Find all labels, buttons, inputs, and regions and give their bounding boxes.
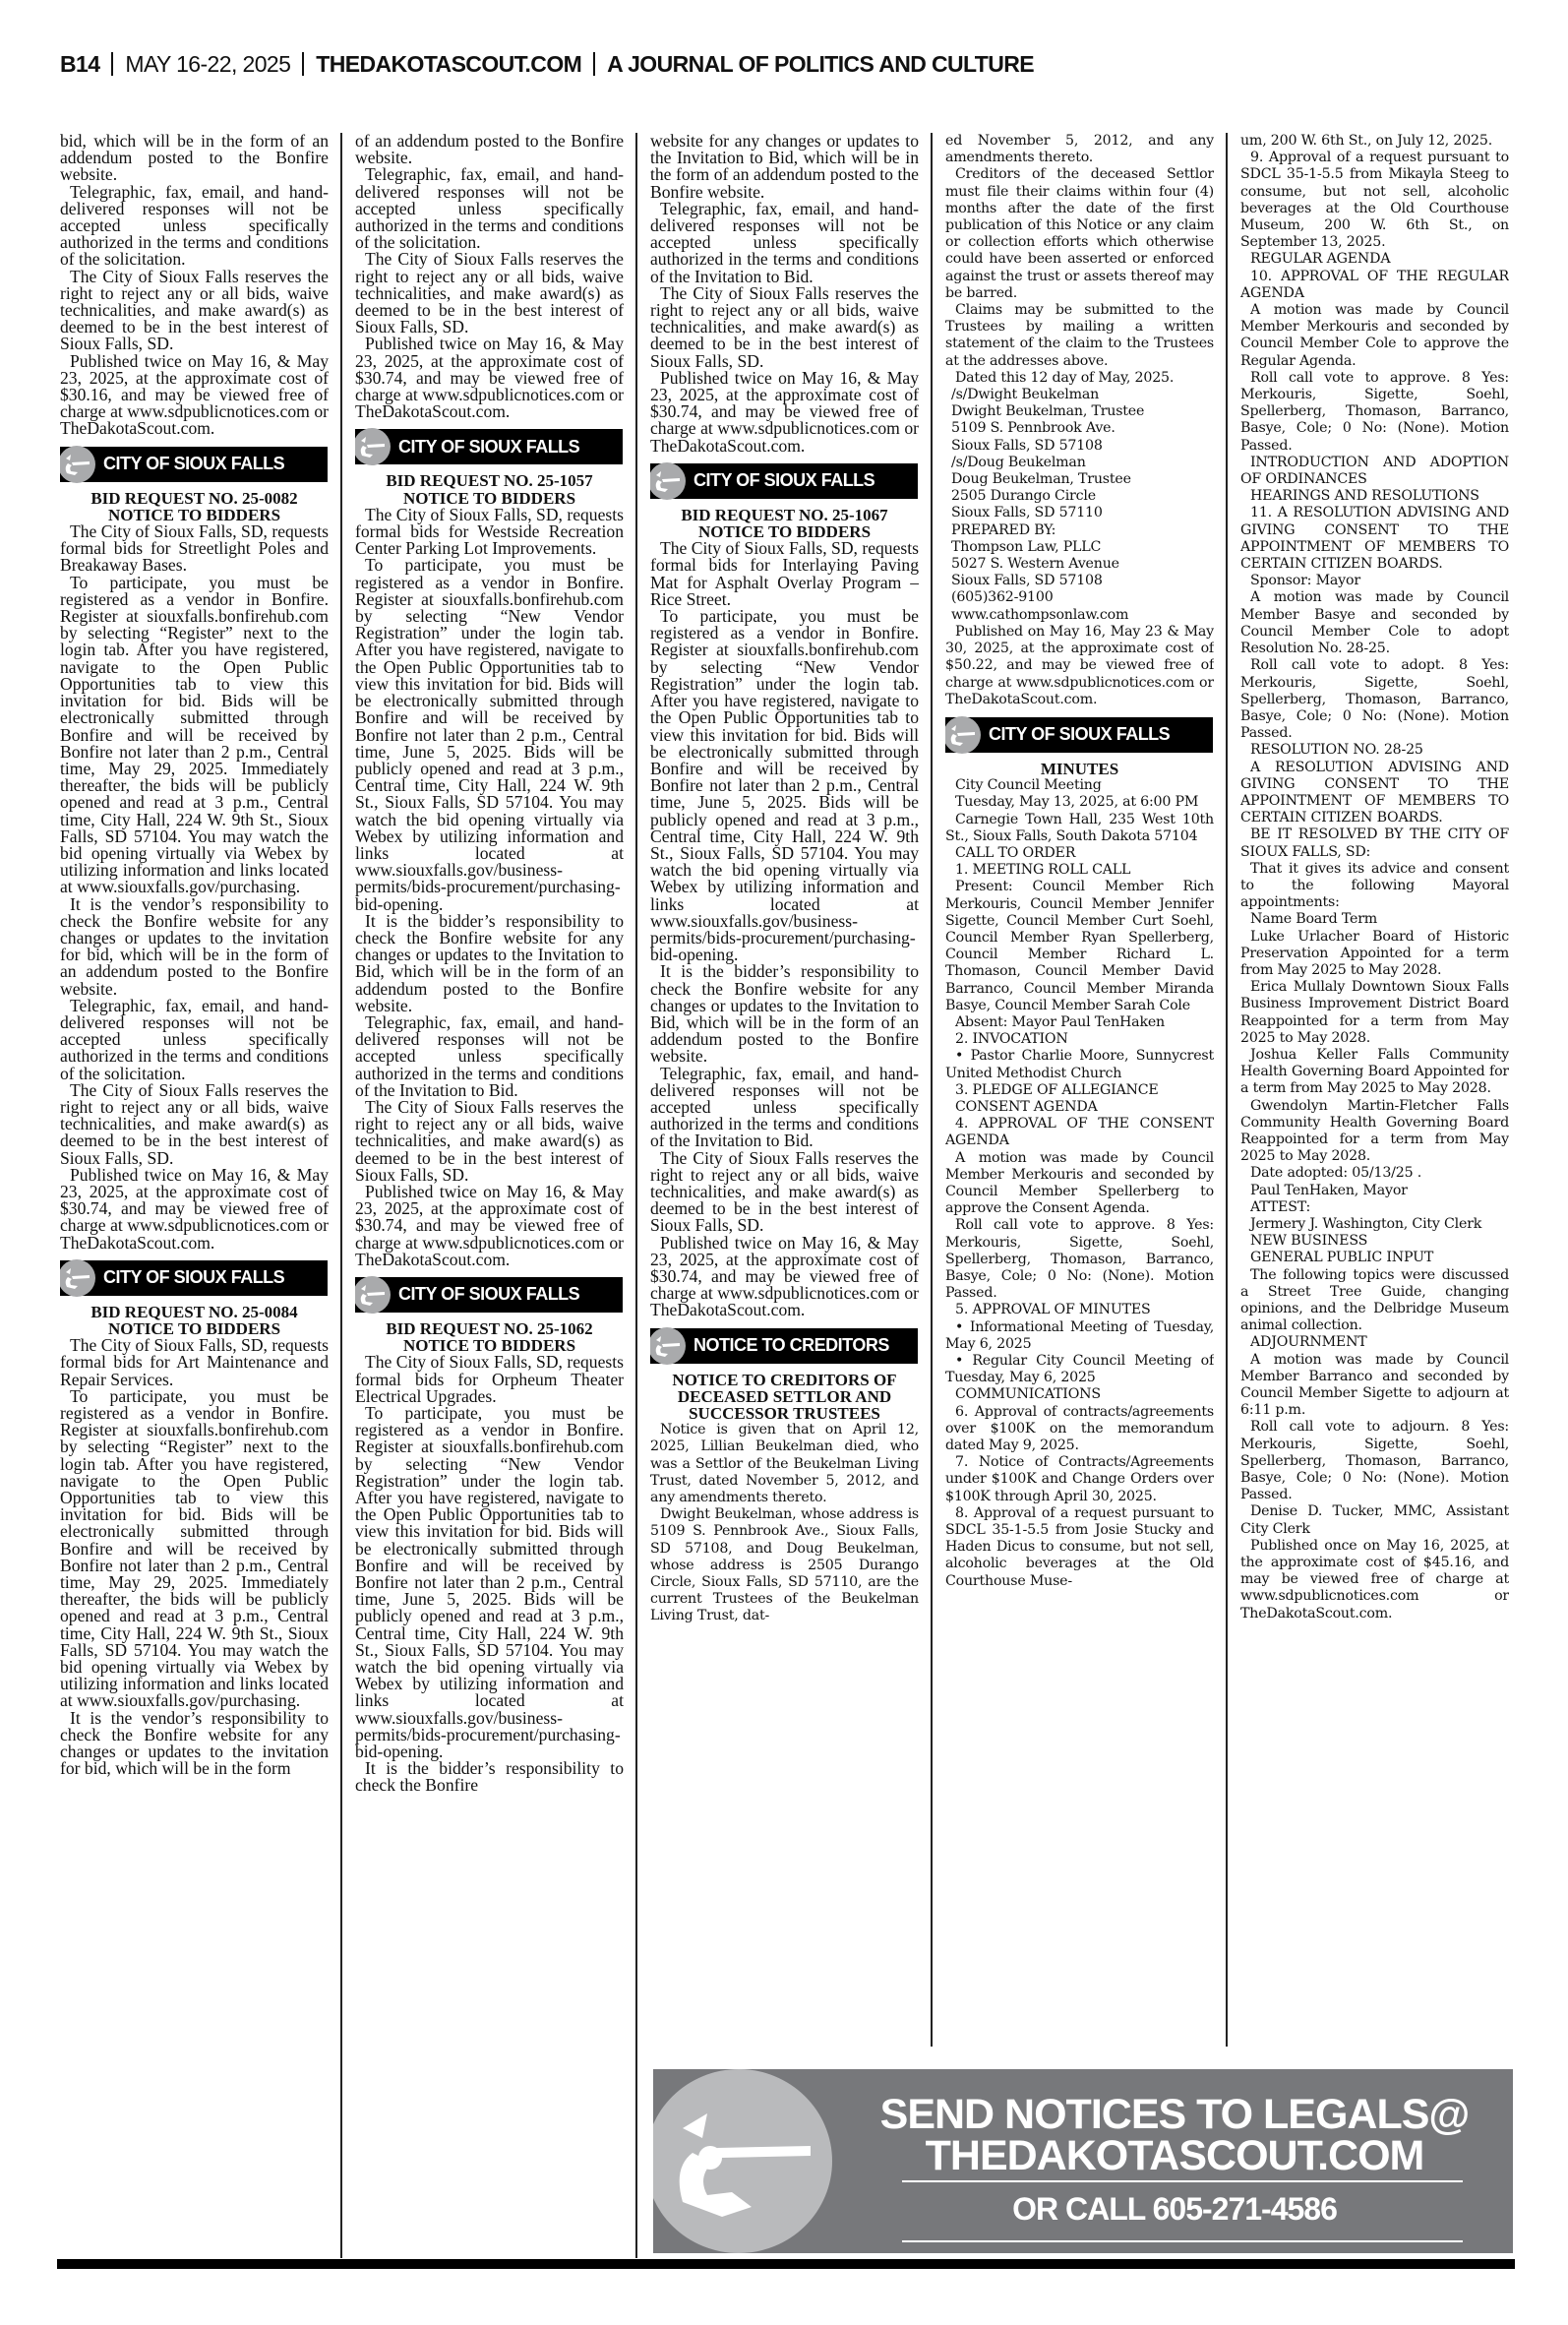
notice-paragraph: The City of Sioux Falls reserves the right to reject any or all bids, waive technicalities, and make award(s) as deemed to be in the best interest of Sioux Falls, SD. xyxy=(650,282,919,371)
notice-paragraph: website for any changes or updates to the Invitation to Bid, which will be in the form of an addendum posted to the Bonfire website. xyxy=(650,133,919,202)
notice-title: BID REQUEST NO. 25-0082 xyxy=(90,488,298,508)
notice-paragraph: The City of Sioux Falls reserves the right to reject any or all bids, waive technicalities, and make award(s) as deemed to be in the best interest of Sioux Falls, SD. xyxy=(60,266,329,354)
notice-paragraph: It is the bidder’s responsibility to check the Bonfire xyxy=(355,1758,624,1796)
notice-paragraph: ATTEST: xyxy=(1250,1198,1311,1215)
notice-paragraph: The City of Sioux Falls, SD, requests formal bids for Art Maintenance and Repair Services. xyxy=(60,1335,329,1389)
scout-logo-icon xyxy=(355,428,391,465)
scout-logo-icon xyxy=(945,716,981,754)
notice-paragraph: The City of Sioux Falls reserves the right to reject any or all bids, waive technicalities, and make award(s) as deemed to be in the best interest of Sioux Falls, SD. xyxy=(60,1079,329,1168)
notice-paragraph: RESOLUTION NO. 28-25 xyxy=(1250,742,1423,759)
notice-paragraph: It is the vendor’s responsibility to check the Bonfire website for any changes or updates to the invitation for bid, which will be in the form of an addendum posted to the Bonfire website. xyxy=(60,893,329,999)
section-header-bar xyxy=(650,1328,918,1364)
notice-title: BID REQUEST NO. 25-1062 xyxy=(386,1319,593,1338)
page-masthead xyxy=(60,51,1034,78)
column-divider xyxy=(931,133,933,2047)
notice-paragraph: Carnegie Town Hall, 235 West 10th St., Sioux Falls, South Dakota 57104 xyxy=(945,811,1214,844)
notice-paragraph: To participate, you must be registered as a vendor in Bonfire. Register at siouxfalls.bonfirehub.com by selecting “New Vendor Registration” under the login tab. After you have registered, navigate to the Open Public Opportunities tab to view this invitation for bid. Bids will be electronically submitted through Bonfire and will be received by Bonfire not later than 2 p.m., Central time, June 5, 2025. Bids will be publicly opened and read at 3 p.m., Central time, City Hall, 224 W. 9th St., Sioux Falls, SD 57104. You may watch the bid opening virtually via Webex by utilizing information and links located at www.siouxfalls.gov/business-permits/bids-procurement/purchasing-bid-opening. xyxy=(650,606,919,965)
notice-paragraph: of an addendum posted to the Bonfire website. xyxy=(355,133,624,168)
notice-paragraph: HEARINGS AND RESOLUTIONS xyxy=(1250,488,1479,505)
notice-title: NOTICE TO BIDDERS xyxy=(402,488,576,508)
notice-paragraph: Telegraphic, fax, email, and hand-delivered responses will not be accepted unless specifically authorized in the terms and conditions of the Invitation to Bid. xyxy=(650,198,919,286)
address-line: 5109 S. Pennbrook Ave. xyxy=(951,420,1116,437)
notice-paragraph: The City of Sioux Falls reserves the right to reject any or all bids, waive technicalities, and make award(s) as deemed to be in the best interest of Sioux Falls, SD. xyxy=(355,1096,624,1185)
notice-paragraph: The City of Sioux Falls reserves the right to reject any or all bids, waive technicalities, and make award(s) as deemed to be in the best interest of Sioux Falls, SD. xyxy=(355,249,624,337)
notice-title: NOTICE TO BIDDERS xyxy=(697,522,872,542)
column-4 xyxy=(945,133,1214,2047)
notice-paragraph: City Council Meeting xyxy=(955,777,1102,794)
divider xyxy=(302,52,304,76)
section-header-label: CITY OF SIOUX FALLS xyxy=(694,470,875,491)
section-header-bar xyxy=(355,1277,623,1313)
scout-logo xyxy=(653,2069,832,2253)
notice-paragraph: • Regular City Council Meeting of Tuesday, May 6, 2025 xyxy=(945,1353,1214,1386)
notice-paragraph: Published twice on May 16, & May 23, 2025, at the approximate cost of $30.74, and may be viewed free of charge at www.sdpublicnotices.com or TheDakotaScout.com. xyxy=(60,1164,329,1253)
notice-paragraph: Name Board Term xyxy=(1250,911,1378,928)
notice-paragraph: 8. Approval of a request pursuant to SDCL 35-1-5.5 from Josie Stucky and Haden Dicus to consume, but not sell, alcoholic beverages at the Old Courthouse Muse- xyxy=(945,1504,1214,1589)
address-line: Dwight Beukelman, Trustee xyxy=(951,403,1145,420)
notice-paragraph: 9. Approval of a request pursuant to SDCL 35-1-5.5 from Mikayla Steeg to consume, but not sell, alcoholic beverages at the Old Courthouse Museum, 200 W. 6th St., on September 13, 2025. xyxy=(1240,150,1509,251)
notice-paragraph: • Pastor Charlie Moore, Sunnycrest United Methodist Church xyxy=(945,1048,1214,1081)
notice-paragraph: Telegraphic, fax, email, and hand-delivered responses will not be accepted unless specifically authorized in the terms and conditions of the solicitation. xyxy=(60,181,329,270)
address-line: Sioux Falls, SD 57108 xyxy=(951,573,1103,589)
notice-paragraph: um, 200 W. 6th St., on July 12, 2025. xyxy=(1240,133,1493,149)
notice-paragraph: The City of Sioux Falls, SD, requests formal bids for Interlaying Paving Mat for Asphalt Overlay Program – Rice Street. xyxy=(650,538,919,609)
notice-paragraph: Published on May 16, May 23 & May 30, 2025, at the approximate cost of $50.22, and may be viewed free of charge at www.sdpublicnotices.com or TheDakotaScout.com. xyxy=(945,623,1214,707)
notice-paragraph: The City of Sioux Falls, SD, requests formal bids for Orpheum Theater Electrical Upgrades. xyxy=(355,1352,624,1406)
notice-paragraph: NEW BUSINESS xyxy=(1250,1233,1368,1250)
notice-paragraph: The following topics were discussed a Street Tree Guide, changing opinions, and the Delbridge Museum animal collection. xyxy=(1240,1266,1509,1334)
section-header-bar xyxy=(355,429,623,464)
notice-paragraph: To participate, you must be registered as a vendor in Bonfire. Register at siouxfalls.bonfirehub.com by selecting “New Vendor Registration” under the login tab. After you have registered, navigate to the Open Public Opportunities tab to view this invitation for bid. Bids will be electronically submitted through Bonfire and will be received by Bonfire not later than 2 p.m., Central time, June 5, 2025. Bids will be publicly opened and read at 3 p.m., Central time, City Hall, 224 W. 9th St., Sioux Falls, SD 57104. You may watch the bid opening virtually via Webex by utilizing information and links located at www.siouxfalls.gov/business-permits/bids-procurement/purchasing-bid-opening. xyxy=(355,555,624,914)
scout-logo-icon xyxy=(650,462,686,500)
page-number: B14 xyxy=(60,51,100,77)
notice-title: BID REQUEST NO. 25-1067 xyxy=(681,505,888,524)
notice-paragraph: Absent: Mayor Paul TenHaken xyxy=(955,1013,1165,1030)
notice-paragraph: It is the bidder’s responsibility to check the Bonfire website for any changes or updates to the Invitation to Bid, which will be in the form of an addendum posted to the Bonfire website. xyxy=(355,910,624,1015)
notice-paragraph: REGULAR AGENDA xyxy=(1250,251,1391,268)
notice-paragraph: 2. INVOCATION xyxy=(955,1031,1068,1048)
column-2 xyxy=(355,133,624,2256)
notice-title: BID REQUEST NO. 25-0084 xyxy=(90,1302,298,1321)
banner-rule xyxy=(902,2240,1463,2242)
section-header-bar xyxy=(650,463,918,499)
scout-logo-icon xyxy=(355,1276,391,1314)
notice-paragraph: The City of Sioux Falls, SD, requests formal bids for Streetlight Poles and Breakaway Bases. xyxy=(60,521,329,576)
scout-logo-icon xyxy=(60,446,95,483)
notice-paragraph: A RESOLUTION ADVISING AND GIVING CONSENT TO THE APPOINTMENT OF MEMBERS TO CERTAIN CITIZEN BOARDS. xyxy=(1240,759,1509,826)
address-line: 2505 Durango Circle xyxy=(951,488,1096,505)
address-line: /s/Dwight Beukelman xyxy=(951,387,1100,403)
section-header-bar xyxy=(60,1260,328,1296)
notice-paragraph: Erica Mullaly Downtown Sioux Falls Business Improvement District Board Reappointed for a term from May 2025 to May 2028. xyxy=(1240,979,1509,1046)
address-line: (605)362-9100 xyxy=(951,589,1054,606)
notice-paragraph: A motion was made by Council Member Merkouris and seconded by Council Member Cole to approve the Regular Agenda. xyxy=(1240,302,1509,369)
notice-paragraph: Joshua Keller Falls Community Health Governing Board Appointed for a term from May 2025 to May 2028. xyxy=(1240,1046,1509,1097)
column-divider xyxy=(635,133,637,2258)
notice-paragraph: 4. APPROVAL OF THE CONSENT AGENDA xyxy=(945,1116,1214,1149)
section-header-label: CITY OF SIOUX FALLS xyxy=(989,724,1171,745)
address-line: PREPARED BY: xyxy=(951,521,1056,538)
notice-paragraph: Dated this 12 day of May, 2025. xyxy=(955,369,1175,386)
notice-paragraph: COMMUNICATIONS xyxy=(955,1386,1101,1403)
address-line: /s/Doug Beukelman xyxy=(951,454,1086,470)
notice-paragraph: The City of Sioux Falls reserves the right to reject any or all bids, waive technicalities, and make award(s) as deemed to be in the best interest of Sioux Falls, SD. xyxy=(650,1147,919,1236)
notice-paragraph: 11. A RESOLUTION ADVISING AND GIVING CONSENT TO THE APPOINTMENT OF MEMBERS TO CERTAIN CITIZEN BOARDS. xyxy=(1240,505,1509,573)
notice-paragraph: 5. APPROVAL OF MINUTES xyxy=(955,1302,1151,1318)
notice-title: NOTICE TO CREDITORS OF DECEASED SETTLOR AND SUCCESSOR TRUSTEES xyxy=(672,1370,897,1424)
banner-rule xyxy=(902,2180,1463,2182)
notice-paragraph: Telegraphic, fax, email, and hand-delivered responses will not be accepted unless specifically authorized in the terms and conditions of the solicitation. xyxy=(355,164,624,253)
scout-figure-icon xyxy=(663,2109,830,2227)
issue-date: MAY 16-22, 2025 xyxy=(125,51,291,77)
notice-title: NOTICE TO BIDDERS xyxy=(107,1319,281,1338)
scout-logo-icon xyxy=(650,1327,686,1365)
notice-paragraph: It is the bidder’s responsibility to check the Bonfire website for any changes or updates to the Invitation to Bid, which will be in the form of an addendum posted to the Bonfire website. xyxy=(650,961,919,1067)
notice-title: NOTICE TO BIDDERS xyxy=(402,1336,576,1356)
notice-paragraph: Tuesday, May 13, 2025, at 6:00 PM xyxy=(955,794,1199,811)
notice-paragraph: To participate, you must be registered as a vendor in Bonfire. Register at siouxfalls.bonfirehub.com by selecting “Register” next to the login tab. After you have registered, navigate to the Open Public Opportunities tab to view this invitation for bid. Bids will be electronically submitted through Bonfire and will be received by Bonfire not later than 2 p.m., Central time, May 29, 2025. Immediately thereafter, the bids will be publicly opened and read at 3 p.m., Central time, City Hall, 224 W. 9th St., Sioux Falls, SD 57104. You may watch the bid opening virtually via Webex by utilizing information and links located at www.siouxfalls.gov/purchasing. xyxy=(60,1385,329,1711)
banner-line-1: SEND NOTICES TO LEGALS@ xyxy=(879,2091,1470,2138)
tagline: A JOURNAL OF POLITICS AND CULTURE xyxy=(607,51,1034,77)
notice-paragraph: Telegraphic, fax, email, and hand-delivered responses will not be accepted unless specifically authorized in the terms and conditions of the Invitation to Bid. xyxy=(650,1063,919,1151)
notice-paragraph: Dwight Beukelman, whose address is 5109 S. Pennbrook Ave., Sioux Falls, SD 57108, and Doug Beukelman, whose address is 2505 Durango Circle, Sioux Falls, SD 57110, are the current Trustees of the Beukelman Living Trust, dat- xyxy=(650,1506,919,1624)
notice-paragraph: That it gives its advice and consent to the following Mayoral appointments: xyxy=(1240,860,1509,911)
notice-paragraph: Telegraphic, fax, email, and hand-delivered responses will not be accepted unless specifically authorized in the terms and conditions of the solicitation. xyxy=(60,995,329,1083)
notice-paragraph: A motion was made by Council Member Merkouris and seconded by Council Member Spellerberg to approve the Consent Agenda. xyxy=(945,1149,1214,1217)
notice-title: NOTICE TO BIDDERS xyxy=(107,505,281,524)
banner-phone: OR CALL 605-271-4586 xyxy=(1012,2191,1337,2227)
column-divider xyxy=(340,133,342,2258)
site-name: THEDAKOTASCOUT.COM xyxy=(316,51,582,77)
address-line: 5027 S. Western Avenue xyxy=(951,556,1119,573)
notice-paragraph: 7. Notice of Contracts/Agreements under $100K and Change Orders over $100K through April 30, 2025. xyxy=(945,1454,1214,1504)
address-line: www.cathompsonlaw.com xyxy=(951,606,1129,623)
notice-paragraph: To participate, you must be registered as a vendor in Bonfire. Register at siouxfalls.bonfirehub.com by selecting “Register” next to the login tab. After you have registered, navigate to the Open Public Opportunities tab to view this invitation for bid. Bids will be electronically submitted through Bonfire and will be received by Bonfire not later than 2 p.m., Central time, May 29, 2025. Immediately thereafter, the bids will be publicly opened and read at 3 p.m., Central time, City Hall, 224 W. 9th St., Sioux Falls, SD 57104. You may watch the bid opening virtually via Webex by utilizing information and links located at www.siouxfalls.gov/purchasing. xyxy=(60,572,329,897)
address-line: Sioux Falls, SD 57108 xyxy=(951,437,1103,454)
notice-paragraph: Paul TenHaken, Mayor xyxy=(1250,1182,1408,1198)
section-header-label: CITY OF SIOUX FALLS xyxy=(103,454,285,474)
section-header-label: CITY OF SIOUX FALLS xyxy=(398,436,580,457)
notice-paragraph: Published twice on May 16, & May 23, 2025, at the approximate cost of $30.74, and may be viewed free of charge at www.sdpublicnotices.com or TheDakotaScout.com. xyxy=(650,367,919,456)
notice-paragraph: Published twice on May 16, & May 23, 2025, at the approximate cost of $30.74, and may be viewed free of charge at www.sdpublicnotices.com or TheDakotaScout.com. xyxy=(355,334,624,422)
notice-paragraph: Roll call vote to adjourn. 8 Yes: Merkouris, Sigette, Soehl, Spellerberg, Thomason, Barranco, Basye, Cole; 0 No: (None). Motion Passed. xyxy=(1240,1419,1509,1503)
column-1 xyxy=(60,133,329,2256)
notice-paragraph: INTRODUCTION AND ADOPTION OF ORDINANCES xyxy=(1240,454,1509,488)
notice-paragraph: 6. Approval of contracts/agreements over $100K on the memorandum dated May 9, 2025. xyxy=(945,1403,1214,1454)
scout-logo-icon xyxy=(60,1259,95,1297)
notice-paragraph: 1. MEETING ROLL CALL xyxy=(955,862,1131,879)
notice-paragraph: BE IT RESOLVED BY THE CITY OF SIOUX FALLS, SD: xyxy=(1240,826,1509,860)
notice-paragraph: Present: Council Member Rich Merkouris, Council Member Jennifer Sigette, Council Member Curt Soehl, Council Member Ryan Spellerberg, Council Member Richard L. Thomason, Council Member David Barranco, Council Member Miranda Basye, Council Member Sarah Cole xyxy=(945,879,1214,1013)
banner-line-2: THEDAKOTASCOUT.COM xyxy=(925,2132,1424,2179)
notice-paragraph: CALL TO ORDER xyxy=(955,844,1076,861)
section-header-label: NOTICE TO CREDITORS xyxy=(694,1335,889,1355)
notice-paragraph: Roll call vote to adopt. 8 Yes: Merkouris, Sigette, Soehl, Spellerberg, Thomason, Barranco, Basye, Cole; 0 No: (None). Motion Passed. xyxy=(1240,657,1509,742)
notice-paragraph: To participate, you must be registered as a vendor in Bonfire. Register at siouxfalls.bonfirehub.com by selecting “New Vendor Registration” under the login tab. After you have registered, navigate to the Open Public Opportunities tab to view this invitation for bid. Bids will be electronically submitted through Bonfire and will be received by Bonfire not later than 2 p.m., Central time, June 5, 2025. Bids will be publicly opened and read at 3 p.m., Central time, City Hall, 224 W. 9th St., Sioux Falls, SD 57104. You may watch the bid opening virtually via Webex by utilizing information and links located at www.siouxfalls.gov/business-permits/bids-procurement/purchasing-bid-opening. xyxy=(355,1403,624,1762)
notice-paragraph: ed November 5, 2012, and any amendments thereto. xyxy=(945,133,1214,166)
notice-paragraph: Roll call vote to approve. 8 Yes: Merkouris, Sigette, Soehl, Spellerberg, Thomason, Barranco, Basye, Cole; 0 No: (None). Motion Passed. xyxy=(1240,369,1509,454)
notice-paragraph: It is the vendor’s responsibility to check the Bonfire website for any changes or updates to the invitation for bid, which will be in the form xyxy=(60,1707,329,1779)
divider xyxy=(111,52,113,76)
column-5 xyxy=(1240,133,1509,2047)
notice-paragraph: Gwendolyn Martin-Fletcher Falls Community Health Governing Board Reappointed for a term from May 2025 to May 2028. xyxy=(1240,1097,1509,1165)
address-line: Thompson Law, PLLC xyxy=(951,538,1102,555)
notice-paragraph: Creditors of the deceased Settlor must file their claims within four (4) months after the date of the first publication of this Notice or any claim or collection efforts which otherwise could have been asserted or enforced against the trust or assets thereof may be barred. xyxy=(945,166,1214,301)
notice-paragraph: Sponsor: Mayor xyxy=(1250,573,1360,589)
notice-paragraph: Published once on May 16, 2025, at the approximate cost of $45.16, and may be viewed free of charge at www.sdpublicnotices.com or TheDakotaScout.com. xyxy=(1240,1537,1509,1621)
notice-paragraph: ADJOURNMENT xyxy=(1250,1334,1367,1351)
notice-paragraph: GENERAL PUBLIC INPUT xyxy=(1250,1250,1434,1266)
notice-paragraph: Luke Urlacher Board of Historic Preservation Appointed for a term from May 2025 to May 2028. xyxy=(1240,928,1509,978)
send-notices-banner xyxy=(653,2069,1513,2253)
address-line: Doug Beukelman, Trustee xyxy=(951,471,1131,488)
notice-paragraph: Claims may be submitted to the Trustees by mailing a written statement of the claim to the Trustees at the addresses above. xyxy=(945,302,1214,369)
notice-paragraph: Telegraphic, fax, email, and hand-delivered responses will not be accepted unless specifically authorized in the terms and conditions of the Invitation to Bid. xyxy=(355,1011,624,1100)
notice-paragraph: Published twice on May 16, & May 23, 2025, at the approximate cost of $30.16, and may be viewed free of charge at www.sdpublicnotices.com or TheDakotaScout.com. xyxy=(60,350,329,439)
notice-title: MINUTES xyxy=(1040,759,1119,778)
column-3 xyxy=(650,133,919,2047)
notice-paragraph: Published twice on May 16, & May 23, 2025, at the approximate cost of $30.74, and may be viewed free of charge at www.sdpublicnotices.com or TheDakotaScout.com. xyxy=(355,1181,624,1269)
notice-paragraph: A motion was made by Council Member Barranco and seconded by Council Member Sigette to adjourn at 6:11 p.m. xyxy=(1240,1351,1509,1419)
section-header-bar xyxy=(945,717,1213,753)
notice-paragraph: 3. PLEDGE OF ALLEGIANCE xyxy=(955,1081,1159,1098)
divider xyxy=(593,52,595,76)
notice-paragraph: bid, which will be in the form of an addendum posted to the Bonfire website. xyxy=(60,133,329,185)
column-divider xyxy=(1226,133,1228,2047)
notice-paragraph: Denise D. Tucker, MMC, Assistant City Clerk xyxy=(1240,1503,1509,1537)
section-header-label: CITY OF SIOUX FALLS xyxy=(103,1267,285,1288)
notice-paragraph: Published twice on May 16, & May 23, 2025, at the approximate cost of $30.74, and may be viewed free of charge at www.sdpublicnotices.com or TheDakotaScout.com. xyxy=(650,1232,919,1320)
section-header-bar xyxy=(60,447,328,482)
notice-paragraph: Date adopted: 05/13/25 . xyxy=(1250,1165,1422,1182)
notice-paragraph: Notice is given that on April 12, 2025, Lillian Beukelman died, who was a Settlor of the Beukelman Living Trust, dated November 5, 2012, and any amendments thereto. xyxy=(650,1422,919,1506)
notice-paragraph: 10. APPROVAL OF THE REGULAR AGENDA xyxy=(1240,268,1509,301)
notice-title: BID REQUEST NO. 25-1057 xyxy=(386,471,593,491)
notice-paragraph: Jermery J. Washington, City Clerk xyxy=(1250,1216,1482,1232)
notice-paragraph: • Informational Meeting of Tuesday, May 6, 2025 xyxy=(945,1318,1214,1352)
notice-paragraph: Roll call vote to approve. 8 Yes: Merkouris, Sigette, Soehl, Spellerberg, Thomason, Barranco, Basye, Cole; 0 No: (None). Motion Passed. xyxy=(945,1217,1214,1302)
notice-paragraph: CONSENT AGENDA xyxy=(955,1098,1098,1115)
section-header-label: CITY OF SIOUX FALLS xyxy=(398,1284,580,1305)
bottom-rule xyxy=(57,2259,1515,2269)
notice-paragraph: A motion was made by Council Member Basye and seconded by Council Member Cole to adopt Resolution No. 28-25. xyxy=(1240,589,1509,657)
notice-paragraph: The City of Sioux Falls, SD, requests formal bids for Westside Recreation Center Parking Lot Improvements. xyxy=(355,504,624,559)
address-line: Sioux Falls, SD 57110 xyxy=(951,505,1103,521)
